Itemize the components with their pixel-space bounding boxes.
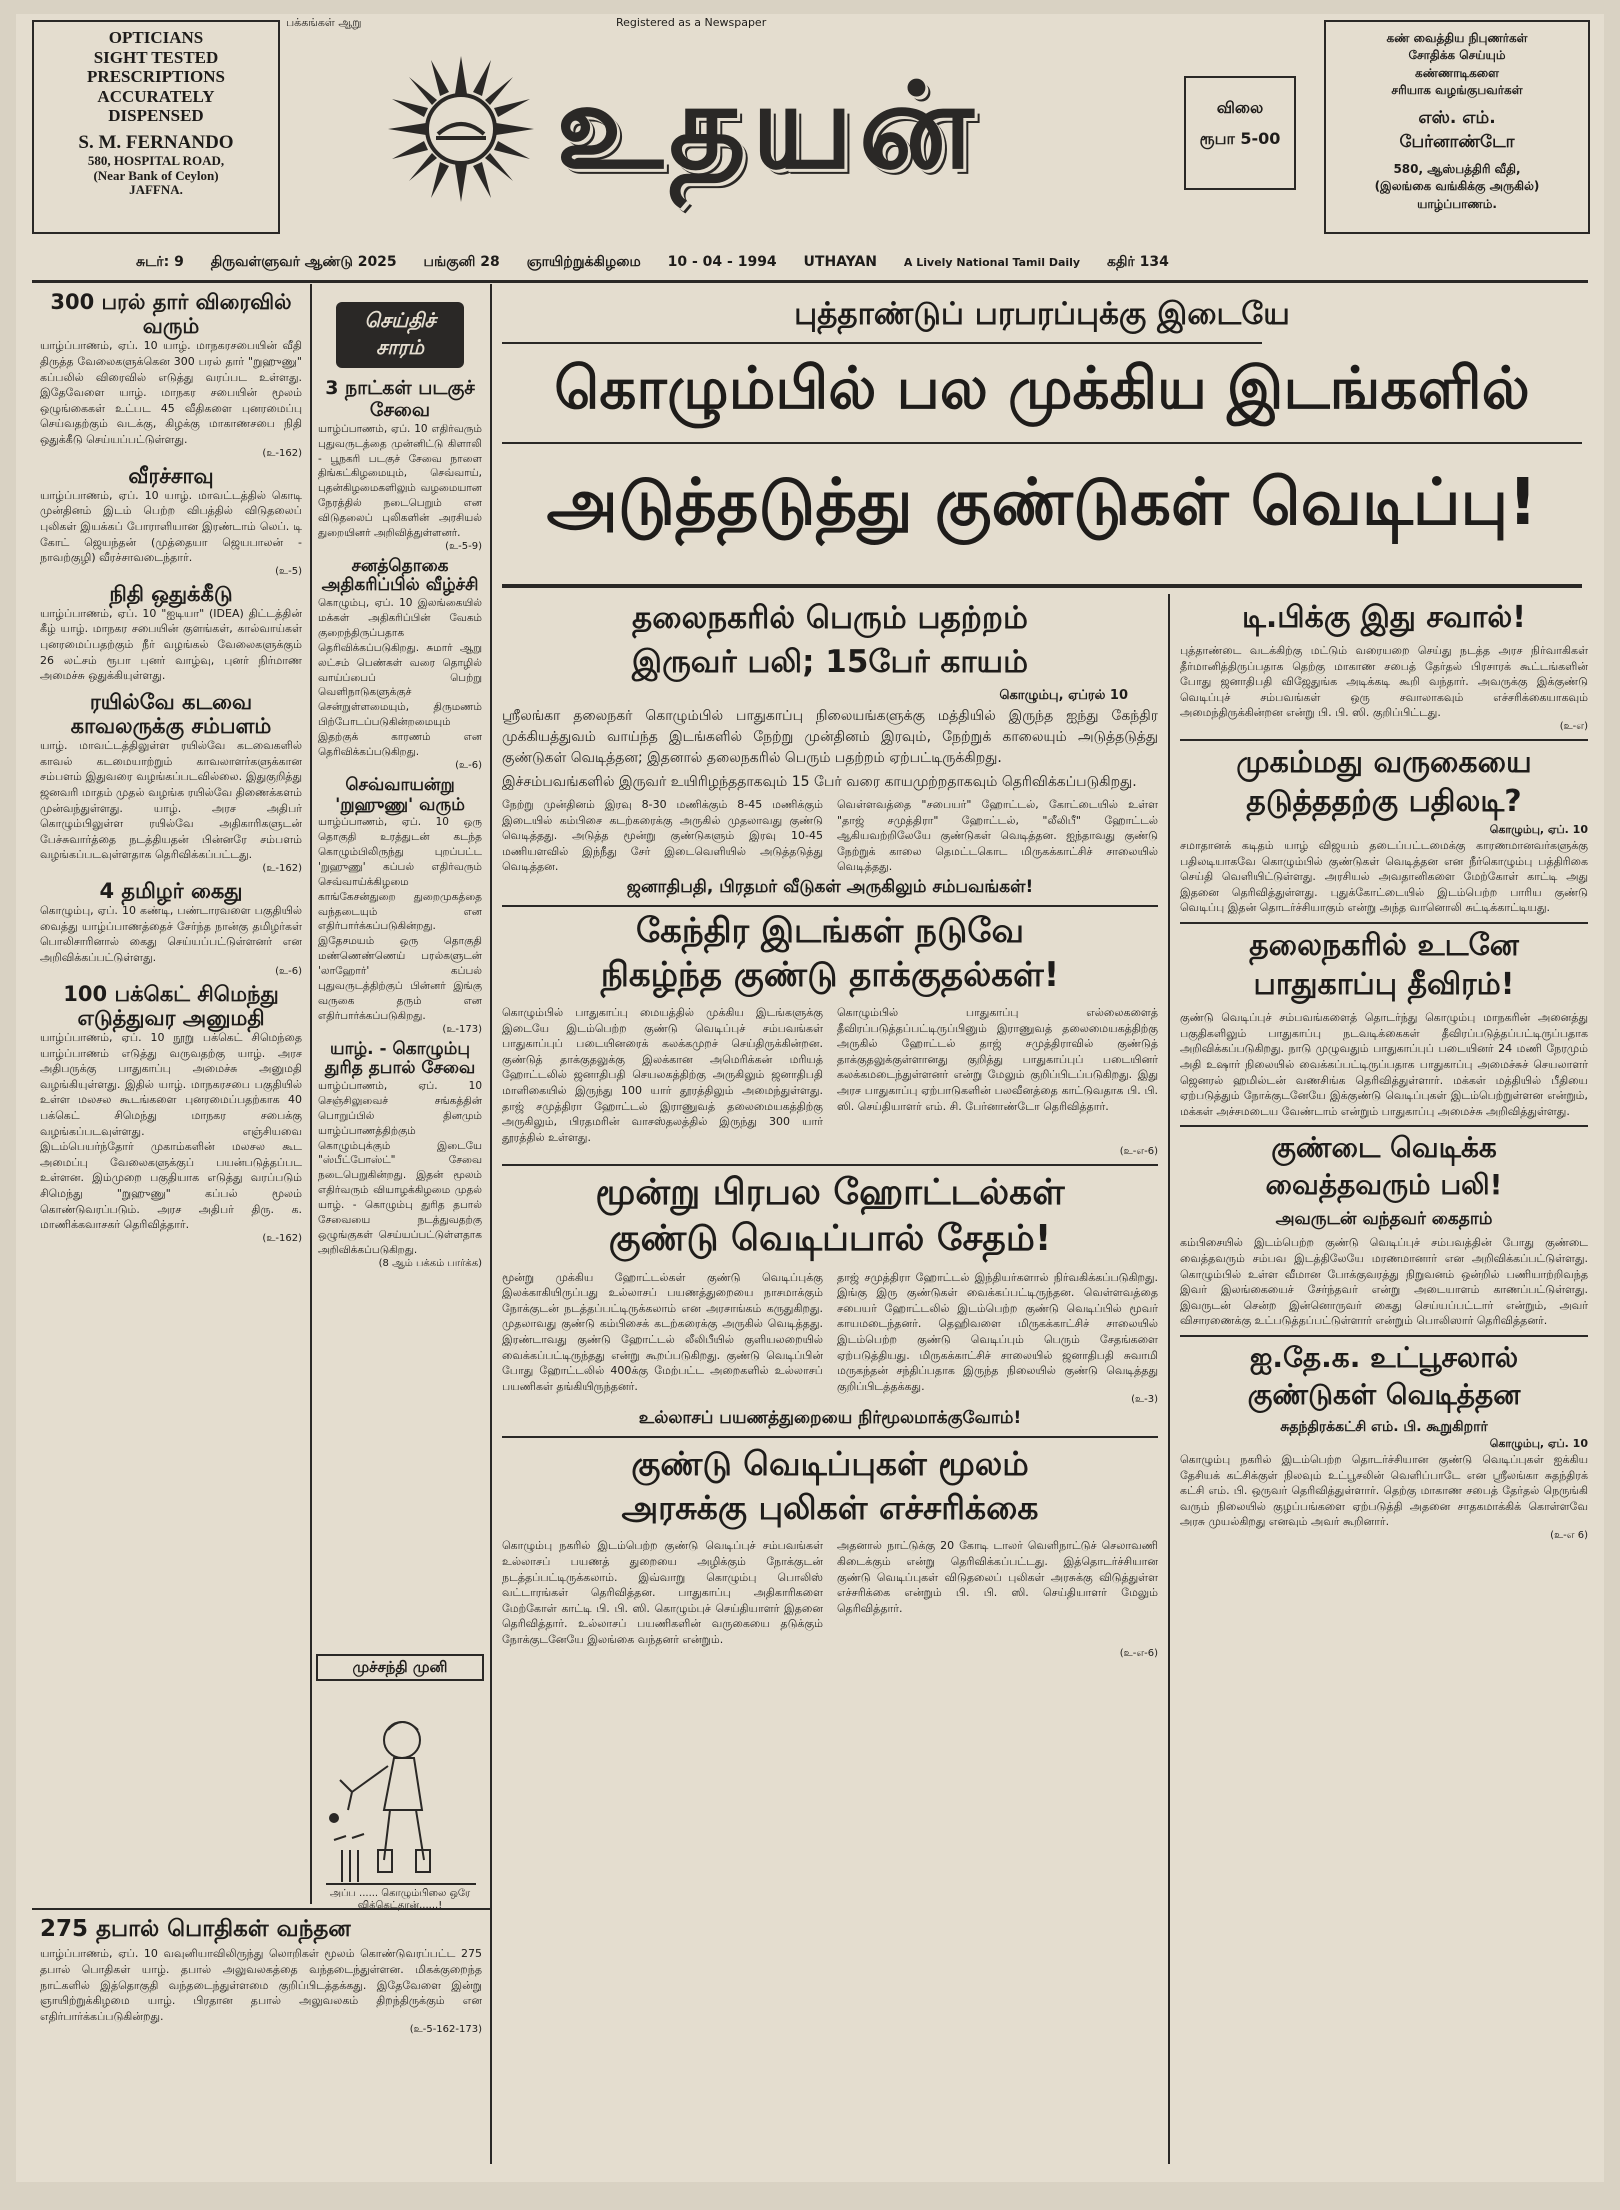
column-news-digest: [318, 302, 482, 1270]
ad-name: எஸ். எம்.: [1418, 107, 1496, 128]
story-dateline: கொழும்பு, ஏப். 10: [1489, 1437, 1588, 1451]
story-tag: (8 ஆம் பக்கம் பார்க்க): [378, 1257, 482, 1269]
story-headline: ரயில்வே கடவை காவலருக்கு சம்பளம்: [70, 689, 272, 739]
story-body: கொழும்பு, ஏப். 10 கண்டி, பண்டாரவளை பகுதியில் வைத்து யாழ்ப்பாணத்தைச் சேர்ந்த நான்கு தமிழர்கள் பொலிசாரினால் கைது செய்யப்பட்டுள்ளனர் என அறிவிக்கப்பட்டுள்ளது.: [40, 904, 302, 965]
ad-line: DISPENSED: [108, 106, 204, 126]
story-tag: (உ-எ-6): [1119, 1647, 1158, 1659]
story-body: யாழ். மாவட்டத்திலுள்ள ரயில்வே கடவைகளில் காவல் கடமையாற்றும் காவலாளர்களுக்கான சம்பளம் இதுவரை வழங்கப்படவில்லை. இதுகுறித்து ஜனவரி மாதம் முதல் வழங்க ரயில்வே திணைக்களம் முன்வந்துள்ளது. யாழ். அரச அதிபர் கொழும்பிலுள்ள ரயில்வே அதிகாரிகளுடன் பேச்சுவார்த்தை நடத்தியதன் பின்னரே சம்பளம் வழங்கப்படவுள்ளதாக தெரிவிக்கப்பட்டது.: [40, 739, 302, 862]
lead-headline-line2: அடுத்தடுத்து குண்டுகள் வெடிப்பு!: [546, 466, 1538, 540]
ad-city: JAFFNA.: [129, 182, 183, 198]
story-body: தாஜ் சமுத்திரா ஹோட்டல் இந்தியர்களால் நிர்வகிக்கப்படுகிறது. இங்கு இரு குண்டுகள் வைக்கப்பட்டிருந்தன. வெள்ளவத்தை சபையர் ஹோட்டலில் இடம்பெற்ற குண்டு வெடிப்பில் மூவர் காயமடைந்தனர். தெஹிவளை மிருகக்காட்சிச் சாலையில் இடம்பெற்ற குண்டு வெடிப்பும் பெரும் சேதங்களை ஏற்படுத்தியது. மிருகக்காட்சிச் சாலையில் ஜனாதிபதி சுவாமி மருகந்தன் சந்திப்பதாக இருந்த நிலையில் குண்டு வெடித்தது குறிப்பிடத்தக்கது.: [837, 1270, 1158, 1393]
right-column: [1180, 600, 1588, 1542]
story-body: மூன்று முக்கிய ஹோட்டல்கள் குண்டு வெடிப்புக்கு இலக்காகியிருப்பது உல்லாசப் பயணத்துறையை நாசமாக்கும் நோக்குடன் நடத்தப்பட்டிருக்கலாம் என அரசாங்கம் கருதுகிறது. முதலாவது குண்டு கம்பிசைக் கடற்கரைக்கு அருகில் வெடித்தது. இரண்டாவது குண்டு ஹோட்டல் லீலிபீயில் குளியலறையில் வைக்கப்பட்டிருந்தது என்று கூறப்படுகிறது. குண்டு வெடிப்பின் போது ஹோட்டலில் 400க்கு மேற்பட்ட அறைகளில் உல்லாசப் பயணிகள் தங்கியிருந்தனர்.: [502, 1270, 823, 1393]
tamil-date: பங்குனி 28: [423, 254, 500, 270]
story-body: கொழும்பு நகரில் இடம்பெற்ற தொடர்ச்சியான குண்டு வெடிப்புகள் ஐக்கிய தேசியக் கட்சிக்குள் நிலவும் உட்பூசலின் வெளிப்பாடே என ஸ்ரீலங்கா சுதந்திரக் கட்சி எம். பி. ஒருவர் தெரிவித்துள்ளார். தெற்கு மாகாண சபைத் தேர்தல் நெருங்கி வரும் நிலையில் குழப்பங்களை ஏற்படுத்தி அதனை சாதகமாக்கிக் கொள்ளவே அரசு முயல்கிறது எனவும் அவர் கூறினார்.: [1180, 1453, 1588, 1529]
story-body: வெள்ளவத்தை "சபையர்" ஹோட்டல், கோட்டையில் உள்ள "தாஜ் சமுத்திரா" ஹோட்டல், "லீலிபீ" ஹோட்டல் ஆகியவற்றிலேயே குண்டுகள் வெடித்தன. ஐந்தாவது குண்டு நேற்றுக் காலை தெமட்டகொட மிருகக்காட்சிச் சாலையில் வெடித்தது.: [837, 798, 1158, 874]
story-body: கம்பிசையில் இடம்பெற்ற குண்டு வெடிப்புச் சம்பவத்தின் போது குண்டை வைத்தவரும் சம்பவ இடத்திலேயே மரணமானார் என அறிவிக்கப்பட்டுள்ளது. கொழும்பில் உள்ள வீமான போக்குவரத்து நிறுவனம் ஒன்றில் பணியாற்றிவந்த இவர் இலங்கையைச் சேர்ந்தவர் என்று அடையாளம் காணப்பட்டுள்ளது. இவருடன் சென்ற இன்னொருவர் கைது செய்யப்பட்டார் என்றும், அவர் விசாரணைக்கு உட்படுத்தப்பட்டுள்ளார் என்றும் பொலிஸார் தெரிவித்தனர்.: [1180, 1236, 1588, 1328]
registered-note: Registered as a Newspaper: [616, 16, 767, 29]
date: 10 - 04 - 1994: [667, 254, 777, 270]
story-tag: (உ-173): [442, 1023, 482, 1035]
newspaper-page: [16, 14, 1604, 2182]
story-body: யாழ்ப்பாணம், ஏப். 10 எதிர்வரும் புதுவருடத்தை முன்னிட்டு கிளாலி - பூநகரி படகுச் சேவை நாளை திங்கட்கிழமையும், செவ்வாய், புதன்கிழமைகளிலும் வழமையான நேரத்தில் நடைபெறும் என விடுதலைப் புலிகளின் அரசியல் துறையினர் அறிவித்துள்ளனர்.: [318, 422, 482, 540]
story-headline: பாதுகாப்பு தீவிரம்!: [1253, 967, 1515, 1003]
story-body: கொழும்பு, ஏப். 10 இலங்கையில் மக்கள் அதிகரிப்பின் வேகம் குறைந்திருப்பதாக தெரிவிக்கப்படுகிறது. சுமார் ஆறு லட்சம் பெண்கள் வரை தொழில் வாய்ப்பைப் பெற்று வெளிநாடுகளுக்குச் சென்றுள்ளமையும், திருமணம் பிற்போடப்படுகின்றமையும் இதற்குக் காரணம் என தெரிவிக்கப்படுகிறது.: [318, 597, 482, 759]
volume-number: சுடர்: 9: [136, 254, 184, 270]
story-body: யாழ்ப்பாணம், ஏப். 10 யாழ். மாவட்டத்தில் கொடி முன்தினம் இடம் பெற்ற விபத்தில் விடுதலைப் புலிகள் இயக்கப் போராளியான இரண்டாம் லெப். டி கோட் ஜெயந்தன் (முத்தையா ஜெயபாலன் - நாவற்குழி) வீரச்சாவடைந்தார்.: [40, 488, 302, 565]
ad-name: S. M. FERNANDO: [78, 131, 234, 153]
cartoon-block: [316, 1654, 484, 1681]
ad-name: பேர்னாண்டோ: [1399, 132, 1515, 153]
dateline-strip: [136, 254, 1191, 272]
story-tag: (உ-162): [262, 1232, 302, 1244]
story-headline: தலைநகரில் உடனே: [1249, 928, 1519, 964]
story-headline: நிகழ்ந்த குண்டு தாக்குதல்கள்!: [600, 955, 1060, 996]
ad-address: 580, HOSPITAL ROAD,: [87, 152, 225, 168]
ad-line: கண் வைத்திய நிபுணர்கள்: [1386, 31, 1528, 45]
ad-address: (Near Bank of Ceylon): [93, 167, 219, 183]
story-headline: யாழ். - கொழும்பு துரித தபால் சேவை: [324, 1038, 476, 1079]
ad-line: ACCURATELY: [97, 86, 215, 106]
story-headline: மூன்று பிரபல ஹோட்டல்கள்: [595, 1171, 1065, 1213]
story-body: யாழ்ப்பாணம், ஏப். 10 வவுனியாவிலிருந்து லொறிகள் மூலம் கொண்டுவரப்பட்ட 275 தபால் பொதிகள் யாழ். தபால் அலுவலகத்தை வந்தடைந்துள்ளன. மிகக்குறைந்த நாட்களில் இத்தொகுதி வந்தடைந்துள்ளமை குறிப்பிடத்தக்கது. இதேவேளை இன்று ஞாயிற்றுக்கிழமை யாழ். பிரதான தபால் அலுவலகம் திறந்திருக்கும் என எதிர்பார்க்கப்படுகின்றது.: [40, 1947, 482, 2023]
ad-address: (இலங்கை வங்கிக்கு அருகில்): [1374, 179, 1540, 194]
story-body: யாழ்ப்பாணம், ஏப். 10 யாழ். மாநகரசபையின் வீதி திருத்த வேலைகளுக்கென 300 பரல் தார் "றுஹுணு" கப்பலில் விரைவில் எடுத்து வரப்பட உள்ளது. இதேவேளை யாழ். மாநகர சபையின் மூலம் ஒழுங்கைகள் உட்பட 45 வீதிகளை புனரமைப்பு செய்வதற்கும் வடக்கு, கிழக்கு மாகாணசபை நிதி ஒதுக்கீடு செய்யப்பட்டுள்ளது.: [40, 339, 302, 446]
story-body: நேற்று முன்தினம் இரவு 8-30 மணிக்கும் 8-45 மணிக்கும் இடையில் கம்பிசை கடற்கரைக்கு அருகில் முதலாவது குண்டு வெடித்தது. அடுத்த மூன்று குண்டுகளும் இரவு 10-45 மணியளவில் இந்நீது சேர் இடைவெளியில் அடுத்தடுத்து வெடித்தன.: [502, 798, 823, 874]
story-body: புத்தாண்டை வடக்கிற்கு மட்டும் வரையறை செய்து நடத்த அரச நிர்வாகிகள் தீர்மானித்திருப்பதாக தெற்கு மாகாண சபைத் தேர்தல் பிரசாரக் கூட்டங்களின் போது ஜனாதிபதி விஜேதுங்க அடிக்கடி கூறி வந்தார். அவருக்கு இக்குண்டு வெடிப்புச் சம்பவங்கள் ஒரு சவாலாகவும் எச்சரிக்கையாகவும் அமைந்திருக்கின்றன என்று பி. பி. ஸி. குறிப்பிட்டது.: [1180, 644, 1588, 720]
story-dateline: கொழும்பு, ஏப். 10: [1489, 823, 1588, 837]
ad-address: 580, ஆஸ்பத்திரி வீதி,: [1393, 161, 1521, 176]
ad-line: சோதிக்க செய்யும்: [1408, 48, 1506, 63]
column-briefs-left: [40, 290, 302, 1245]
price-value: ரூபா 5-00: [1199, 129, 1281, 148]
price-box: [1184, 76, 1296, 190]
story-body: அதனால் நாட்டுக்கு 20 கோடி டாலர் வெளிநாட்டுச் செலாவணி கிடைக்கும் என்று தெரிவிக்கப்பட்டது. இத்தொடர்ச்சியான குண்டு வெடிப்புகள் விடுதலைப் புலிகள் அரசுக்கு விடுத்துள்ள எச்சரிக்கை என்றும் பி. பி. ஸி. செய்தியாளர் மேலும் தெரிவித்தார்.: [837, 1539, 1158, 1615]
story-tag: (உ-6): [455, 760, 482, 771]
story-columns: [502, 1005, 1158, 1145]
story-paragraph: ஸ்ரீலங்கா தலைநகர் கொழும்பில் பாதுகாப்பு நிலையங்களுக்கு மத்தியில் இருந்த ஐந்து கேந்திர முக்கியத்துவம் வாய்ந்த இடங்களில் நேற்று முன்தினம் இரவும், நேற்றுக் காலையும் அடுத்தடுத்து குண்டுகள் வெடித்தன; இதனால் தலைநகரில் பெரும் பதற்றம் ஏற்பட்டிருக்கிறது.: [502, 708, 1158, 766]
lead-kicker: புத்தாண்டுப் பரபரப்புக்கு இடையே: [794, 296, 1290, 332]
ad-line: PRESCRIPTIONS: [87, 67, 225, 87]
story-body: சமாதானக் கடிதம் யாழ் விஜயம் தடைப்பட்டமைக்கு காரணமானவர்களுக்கு பதிலடியாகவே கொழும்பில் குண்டுகள் வெடித்தன என நீர்கொழும்பு பத்திரிகை செய்தி வெளியிட்டுள்ளது. அரசியல் அவதானிகளை மேற்கோள் காட்டி அது இதனை தெரிவித்துள்ளது. புதுக்கோட்டையில் இடம்பெற்ற பாரிய குண்டு வெடிப்பு இதன் தொடர்ச்சியாகும் என்று அந்த வானொலி சுட்டிக்காட்டியது.: [1180, 839, 1588, 915]
story-body: [502, 706, 1158, 793]
story-headline: குண்டை வெடிக்க: [1271, 1131, 1497, 1165]
paper-name: UTHAYAN: [803, 254, 878, 270]
story-tag: (உ-எ-6): [1119, 1145, 1158, 1157]
story-headline: குண்டு வெடிப்பால் சேதம்!: [608, 1217, 1052, 1259]
story-columns: [502, 797, 1158, 875]
story-headline: செவ்வாயன்று 'றுஹுணு' வரும்: [335, 775, 465, 815]
story-dateline: கொழும்பு, ஏப்ரல் 10: [999, 688, 1128, 703]
story-body: யாழ்ப்பாணம், ஏப். 10 ஒரு தொகுதி உரத்துடன் கடந்த கொழும்பிலிருந்து புறப்பட்ட 'றுஹுணு' கப்பல் எதிர்வரும் செவ்வாய்க்கிழமை காங்கேசன்துறை துறைமுகத்தை வந்தடையும் என எதிர்பார்க்கப்படுகின்றது. இதேசமயம் ஒரு தொகுதி மண்ணெண்ணெய் பரல்களுடன் 'லாஹோர்' கப்பல் புதுவருடத்திற்குப் பின்னர் இங்கு வருகை தரும் என எதிர்பார்க்கப்படுகிறது.: [318, 816, 482, 1022]
story-body: குண்டு வெடிப்புச் சம்பவங்களைத் தொடர்ந்து கொழும்பு மாநகரின் அனைத்து பகுதிகளிலும் பாதுகாப்பு நடவடிக்கைகள் தீவிரப்படுத்தப்பட்டிருப்பதாக அறிவிக்கப்படுகிறது. நாடு முழுவதும் பாதுகாப்புப் படையினர் 24 மணி நேரமும் அதி உஷார் நிலையில் வைக்கப்பட்டிருப்பதாக பாதுகாப்பு அமைச்சுச் செயலாளர் ஜெனரல் ஹமில்டன் வணசிங்க தெரிவித்துள்ளார். மக்கள் மத்தியில் பீதியை ஏற்படுத்தும் நோக்குடனேயே இக்குண்டு வெடிப்புகள் இடம்பெற்றுள்ளன என்றும், மக்கள் அச்சமடைய வேண்டாம் என்றும் பாதுகாப்பு அமைச்சு அறிவித்துள்ளது.: [1180, 1011, 1588, 1118]
lead-headline-line1: கொழும்பில் பல முக்கிய இடங்களில்: [554, 354, 1530, 422]
story-subhead: உல்லாசப் பயணத்துறையை நிர்மூலமாக்குவோம்!: [638, 1408, 1022, 1429]
story-headline: வைத்தவரும் பலி!: [1265, 1168, 1503, 1202]
story-headline: கேந்திர இடங்கள் நடுவே: [636, 911, 1024, 952]
story-headline: 3 நாட்கள் படகுச் சேவை: [325, 377, 475, 421]
story-headline: 300 பரல் தார் விரைவில் வரும்: [50, 290, 292, 339]
ad-city: யாழ்ப்பாணம்.: [1417, 196, 1497, 211]
cartoon-caption: அப்ப ...... கொழும்பிலை ஒரே விக்கெட்தான்......!: [329, 1888, 471, 1911]
logo-line: செய்திச்: [364, 308, 436, 332]
story-tag: (உ-162): [262, 447, 302, 459]
story-headline: ஐ.தே.க. உட்பூசலால்: [1249, 1341, 1519, 1375]
paper-tagline: A Lively National Tamil Daily: [903, 256, 1081, 269]
story-subhead: சுதந்திரக்கட்சி எம். பி. கூறுகிறார்: [1280, 1419, 1488, 1436]
ad-line: கண்ணாடிகளை: [1415, 65, 1499, 80]
ad-line: SIGHT TESTED: [93, 47, 219, 67]
story-body: யாழ்ப்பாணம், ஏப். 10 நூறு பக்கெட் சிமெந்தை யாழ்ப்பாணம் எடுத்து வருவதற்கு யாழ். அரச அதிபருக்கு பாதுகாப்பு அமைச்சு அனுமதி வழங்கியுள்ளது. இதில் யாழ். மாநகரசபை பகுதியில் உள்ள மலசல கூடங்களை புனரமைப்பதற்காக 40 பக்கெட் சிமெந்து மாநகர சபைக்கு வழங்கப்படவுள்ளது. எஞ்சியவை இடம்பெயர்ந்தோர் முகாம்களின் மலசல கூட அமைப்பு வேலைகளுக்குப் பயன்படுத்தப்பட உள்ளன. இம்முறை பகுதியாக எடுத்து வரப்படும் சிமெந்து "றுஹுணு" கப்பல் மூலம் கொண்டுவரப்படும். அரச அதிபர் திரு. க. மாணிக்கவாசகர் தெரிவித்தார்.: [40, 1030, 302, 1232]
story-headline: டி.பிக்கு இது சவால்!: [1242, 600, 1526, 635]
story-tag: (உ-6): [275, 965, 302, 977]
story-headline: இருவர் பலி; 15பேர் காயம்: [631, 644, 1029, 680]
story-body: யாழ்ப்பாணம், ஏப். 10 "ஐடியா" (IDEA) திட்டத்தின் கீழ் யாழ். மாநகர சபையின் குளங்கள், கால்வாய்கள் புனரமைப்பதற்கும் நீர் வழங்கல் வேலைகளுக்கும் 26 லட்சம் ரூபா புனர் வாழ்வு, புனர் நிர்மாண அமைச்சு ஒதுக்கியுள்ளது.: [40, 606, 302, 683]
postal-parcels-story: [40, 1916, 482, 2036]
ad-line: OPTICIANS: [108, 28, 204, 47]
story-headline: வீரச்சாவு: [128, 463, 214, 488]
story-tag: (உ-5-162-173): [409, 2024, 482, 2036]
story-headline: சனத்தொகை அதிகரிப்பில் வீழ்ச்சி: [321, 555, 479, 596]
story-body: கொழும்பில் பாதுகாப்பு மையத்தில் முக்கிய இடங்களுக்கு இடையே இடம்பெற்ற குண்டு வெடிப்புச் சம்பவங்கள் பாதுகாப்புப் படையினரைக் கலக்கமுறச் செய்திருக்கின்றன. குண்டுத் தாக்குதலுக்கு இலக்கான அமெரிக்கன் மரியத் ஹோட்டலில் ஜனாதிபதி செயலகத்திற்கு அருகிலும் ஜனாதிபதி மாளிகையில் இருந்து 100 யார் தூரத்திலும் அமைந்துள்ளது. தாஜ் சமுத்திரா ஹோட்டல் இராணுவத் தலைமையகத்திற்கு அருகிலும், பிரதமரின் வாசஸ்தலத்தில் இருந்து 300 யார் தூரத்தில் உள்ளது.: [502, 1006, 823, 1144]
issue-number: கதிர் 134: [1106, 254, 1169, 270]
story-columns: [502, 1538, 1158, 1647]
story-tag: (உ-5-9): [445, 540, 482, 552]
cricket-cartoon-icon: [322, 1700, 480, 1890]
story-headline: குண்டுகள் வெடித்தன: [1247, 1378, 1521, 1412]
story-tag: (உ-5): [275, 565, 302, 577]
story-headline: குண்டு வெடிப்புகள் மூலம்: [631, 1444, 1029, 1484]
story-headline: 4 தமிழர் கைது: [99, 879, 243, 904]
weekday: ஞாயிற்றுக்கிழமை: [526, 254, 641, 270]
story-tag: (உ-எ 6): [1550, 1530, 1588, 1542]
story-headline: முகம்மது வருகையை: [1236, 745, 1532, 781]
right-advert: [1324, 20, 1590, 234]
story-tag: (உ-162): [262, 863, 302, 875]
story-paragraph: இச்சம்பவங்களில் இருவர் உயிரிழந்ததாகவும் 15 பேர் வரை காயமுற்றதாகவும் தெரிவிக்கப்படுகிறது.: [502, 774, 1137, 790]
story-subhead: ஜனாதிபதி, பிரதமர் வீடுகள் அருகிலும் சம்பவங்கள்!: [626, 877, 1034, 898]
left-advert: [32, 20, 280, 234]
story-headline: அரசுக்கு புலிகள் எச்சரிக்கை: [621, 1488, 1039, 1528]
price-label: விலை: [1216, 98, 1264, 117]
story-columns: [502, 1270, 1158, 1395]
story-headline: 100 பக்கெட் சிமெந்து எடுத்துவர அனுமதி: [63, 981, 279, 1030]
story-body: கொழும்பு நகரில் இடம்பெற்ற குண்டு வெடிப்புச் சம்பவங்கள் உல்லாசப் பயணத் துறையை அழிக்கும் நோக்குடன் நடத்தப்பட்டிருக்கலாம். இவ்வாறு கொழும்பு பொலிஸ் வட்டாரங்கள் தெரிவித்தன. பாதுகாப்பு அதிகாரிகளை மேற்கோள் காட்டி பி. பி. ஸி. கொழும்புச் செய்தியாளர் இதனை தெரிவித்தார். உல்லாசப் பயணிகளின் வருகையை தடுக்கும் நோக்குடனேயே இலங்கை வந்தனர் என்றும்.: [502, 1539, 823, 1647]
story-headline: தடுத்ததற்கு பதிலடி?: [1246, 784, 1522, 820]
sun-emblem-icon: [386, 54, 536, 204]
story-body: கொழும்பில் பாதுகாப்பு எல்லைகளைத் தீவிரப்படுத்தப்பட்டிருப்பினும் இராணுவத் தலைமையகத்திற்கு அருகில் ஹோட்டல் தாஜ் சமுத்திராவில் குண்டுத் தாக்குதலுக்குள்ளானது குறித்து பாதுகாப்புப் படையினர் கலக்கமடைந்துள்ளனர் என்று மேலும் குறிப்பிடப்படுகிறது. இது அரச பாதுகாப்பு ஏற்பாடுகளின் பலவீனத்தை காட்டுவதாக பி. பி. ஸி. செய்தியாளர் எம். சி. பேர்னாண்டோ தெரிவித்தார்.: [837, 1006, 1158, 1113]
pages-note: பக்கங்கள் ஆறு: [286, 16, 362, 29]
story-headline: தலைநகரில் பெரும் பதற்றம்: [632, 600, 1028, 636]
story-tag: (உ-3): [1131, 1394, 1158, 1406]
ad-line: சரியாக வழங்குபவர்கள்: [1391, 83, 1523, 98]
story-body: யாழ்ப்பாணம், ஏப். 10 செஞ்சிலுவைச் சங்கத்தின் பொறுப்பில் தினமும் யாழ்ப்பாணத்திற்கும் கொழும்புக்கும் இடையே "ஸ்பீட்போஸ்ட்" சேவை நடைபெறுகின்றது. இதன் மூலம் எதிர்வரும் வியாழக்கிழமை முதல் யாழ். - கொழும்பு துரித தபால் சேவையை நடத்துவதற்கு ஒழுங்குகள் செய்யப்பட்டுள்ளதாக அறிவிக்கப்படுகிறது.: [318, 1079, 482, 1256]
cartoon-title: முச்சந்தி முனி: [316, 1654, 484, 1681]
story-tag: (உ-எ): [1559, 721, 1588, 733]
masthead-title: உதயன்: [556, 57, 980, 195]
story-headline: நிதி ஒதுக்கீடு: [109, 581, 233, 606]
tamil-year: திருவள்ளுவர் ஆண்டு 2025: [210, 254, 397, 270]
story-subhead: அவருடன் வந்தவர் கைதாம்: [1275, 1209, 1493, 1230]
news-digest-logo: [336, 302, 464, 368]
logo-line: சாரம்: [376, 335, 424, 359]
story-headline: 275 தபால் பொதிகள் வந்தன: [40, 1916, 351, 1942]
center-column: [502, 600, 1158, 1660]
